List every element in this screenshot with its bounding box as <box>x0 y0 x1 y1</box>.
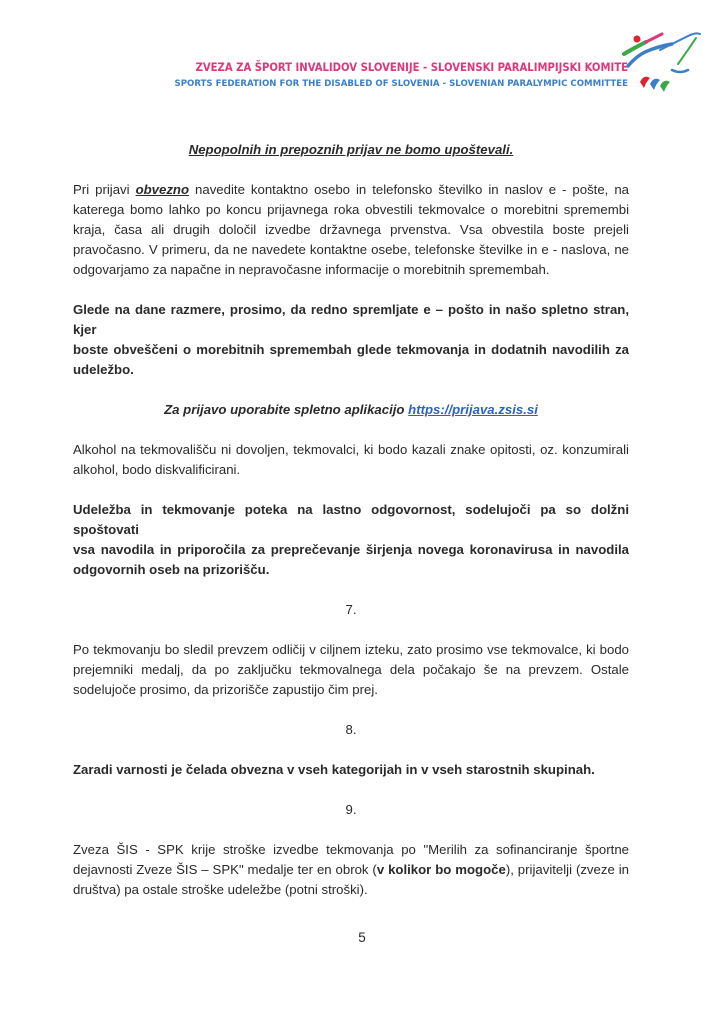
responsibility-line-1: Udeležba in tekmovanje poteka na lastno odgovornost, sodelujoči pa so dolžni spoštovati <box>73 502 629 537</box>
follow-line-3: udeležbo. <box>73 362 134 377</box>
alcohol-line-1: Alkohol na tekmovališču ni dovoljen, tekmovalci, ki bodo kazali znake opitosti, oz. konzumirali <box>73 442 629 457</box>
costs-paragraph <box>73 840 629 900</box>
registration-line <box>73 400 629 420</box>
section-number-7: 7. <box>345 602 357 617</box>
text: Pri prijavi <box>73 182 136 197</box>
costs-line-2 <box>73 860 629 880</box>
section-number-9: 9. <box>345 802 357 817</box>
incomplete-notice: Nepopolnih in prepoznih prijav ne bomo upoštevali. <box>188 142 514 157</box>
follow-paragraph <box>73 300 629 380</box>
costs-line-3: društva) pa ostale stroške udeležbe (potni stroški). <box>73 882 368 897</box>
responsibility-line-3: odgovornih oseb na prizorišču. <box>73 562 270 577</box>
responsibility-line-2: vsa navodila in priporočila za preprečevanje širjenja novega koronavirusa in navodila <box>73 542 629 557</box>
medals-line-3: sodelujoče prosimo, da prizorišče zapustijo čim prej. <box>73 682 378 697</box>
follow-line-1: Glede na dane razmere, prosimo, da redno spremljate e – pošto in našo spletno stran, kjer <box>73 302 629 337</box>
org-name-english: SPORTS FEDERATION FOR THE DISABLED OF SLOVENIA - SLOVENIAN PARALYMPIC COMMITTEE <box>174 79 628 89</box>
responsibility-paragraph <box>73 500 629 580</box>
alcohol-line-2: alkohol, bodo diskvalificirani. <box>73 462 241 477</box>
text: dejavnosti Zveze ŠIS – SPK" medalje ter en obrok ( <box>73 862 377 877</box>
alcohol-paragraph <box>73 440 629 480</box>
section-number-8: 8. <box>345 722 357 737</box>
letterhead <box>0 0 724 110</box>
medals-line-2: prejemniki medalj, da po zaključku tekmovalnega dela počakajo še na prevzem. Ostale <box>73 662 629 677</box>
emphasis-if-possible: v kolikor bo mogoče <box>376 862 506 877</box>
follow-line-2: boste obveščeni o morebitnih spremembah glede tekmovanja in dodatnih navodilih za <box>73 342 629 357</box>
text: navedite kontaktno osebo in telefonsko številko in naslov e - pošte, na <box>189 182 630 197</box>
text: ), prijavitelji (zveze in <box>505 862 629 877</box>
emphasis-obvezno: obvezno <box>135 182 190 197</box>
org-name-slovene: ZVEZA ZA ŠPORT INVALIDOV SLOVENIJE - SLOVENSKI PARALIMPIJSKI KOMITE <box>195 61 628 74</box>
contact-line-3: kraja, časa ali drugih določil izvedbe državnega prvenstva. Vsa obvestila boste prejeli <box>73 222 629 237</box>
medals-paragraph <box>73 640 629 700</box>
paralympic-logo-icon <box>616 20 706 110</box>
helmet-notice: Zaradi varnosti je čelada obvezna v vseh kategorijah in v vseh starostnih skupinah. <box>73 762 595 777</box>
contact-line-4: pravočasno. V primeru, da ne navedete kontaktne osebe, telefonske številke in e - naslova, ne <box>73 242 629 257</box>
costs-line-1: Zveza ŠIS - SPK krije stroške izvedbe tekmovanja po "Merilih za sofinanciranje športne <box>73 842 629 857</box>
page-number: 5 <box>358 930 366 945</box>
contact-paragraph <box>73 180 629 280</box>
medals-line-1: Po tekmovanju bo sledil prevzem odličij v ciljnem izteku, zato prosimo vse tekmovalce, ki bodo <box>73 642 629 657</box>
contact-line-2: katerega bomo lahko po koncu prijavnega roka obvestili tekmovalce o morebitni spremembi <box>73 202 629 217</box>
contact-line-1 <box>73 180 629 200</box>
registration-link[interactable]: https://prijava.zsis.si <box>408 402 538 417</box>
registration-text: Za prijavo uporabite spletno aplikacijo <box>164 402 409 417</box>
contact-line-5: odgovarjamo za napačne in nepravočasne informacije o morebitnih spremembah. <box>73 262 550 277</box>
document-body <box>73 140 629 900</box>
